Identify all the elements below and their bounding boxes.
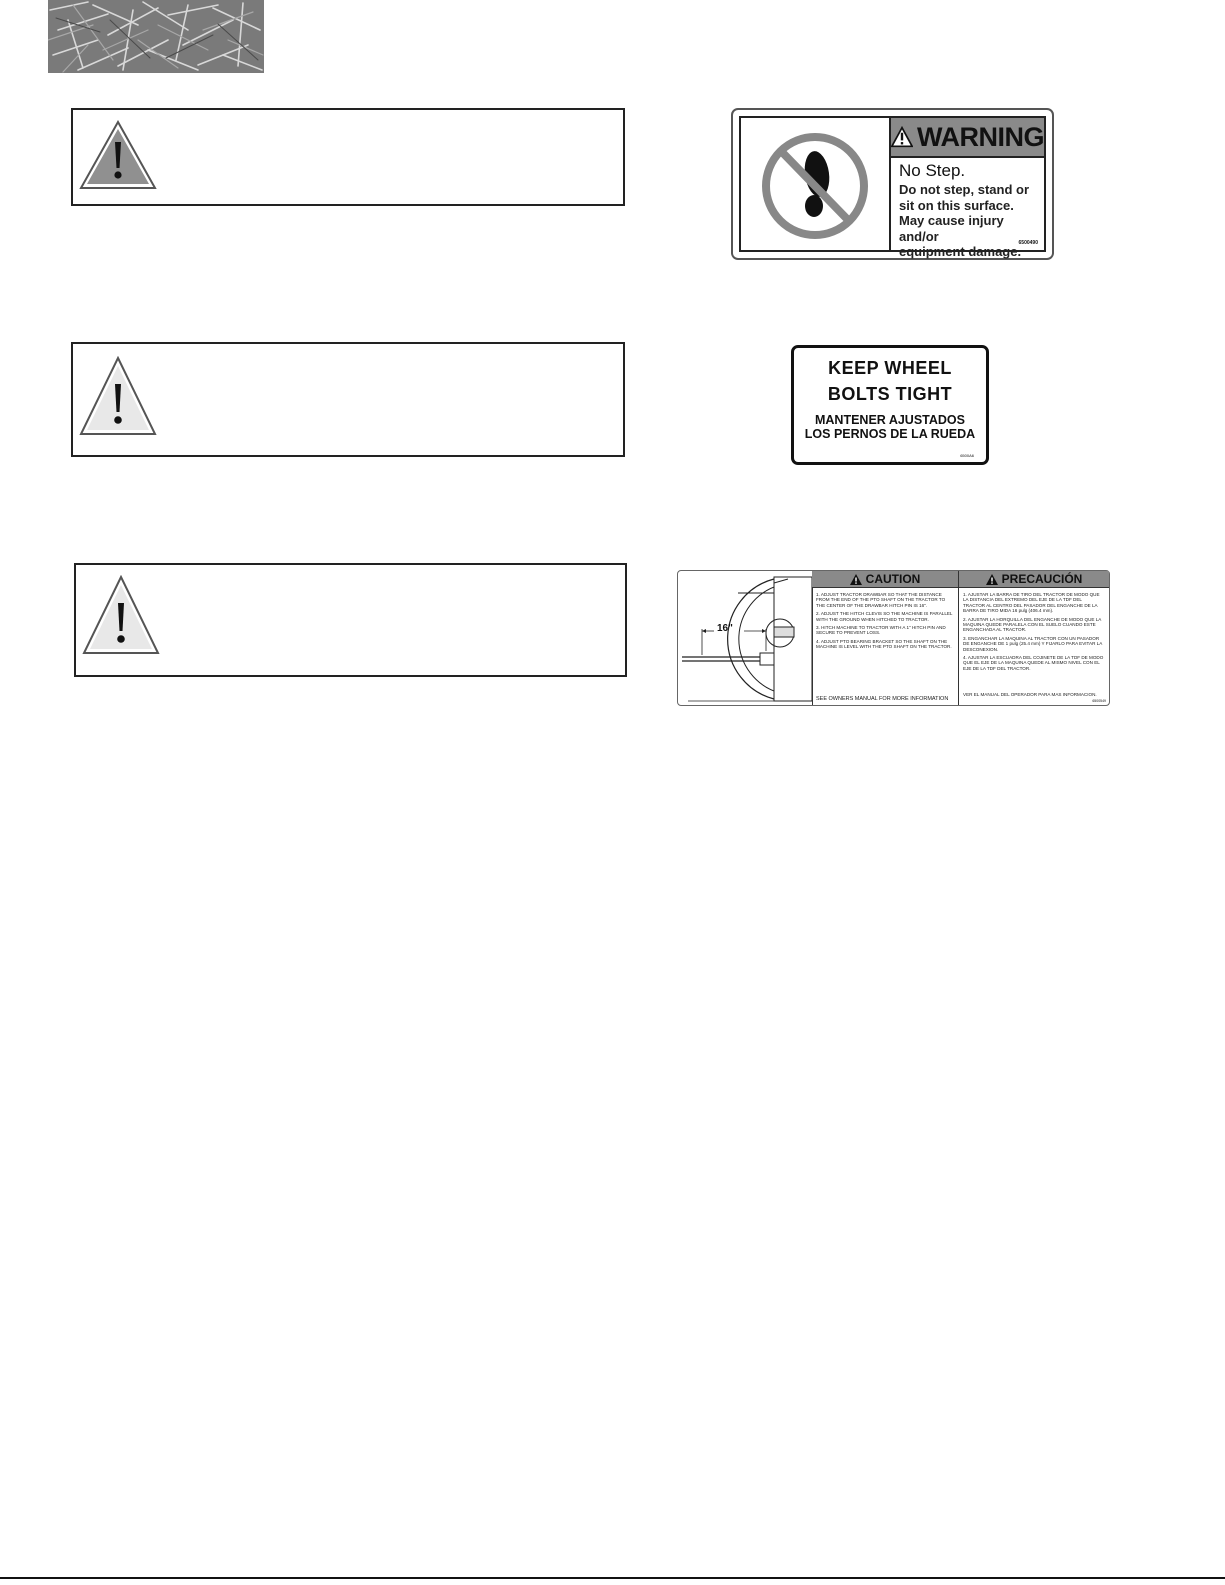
caution-step-3: 3. HITCH MACHINE TO TRACTOR WITH A 1" HITCH PIN AND SECURE TO PREVENT LOSS. [816,625,946,636]
no-step-line-2: sit on this surface. [899,197,1014,213]
precaucion-step-1: 1. AJUSTAR LA BARRA DE TIRO DEL TRACTOR DE MODO QUE LA DISTANCIA DEL EXTREMO DEL EJE DE LA TDF DEL TRACTOR AL CENTRO DEL PASADOR DEL ENGANCHE DE LA BARRA DE TIRO MIDA 16 pulg (406.4 mm). [963,592,1100,614]
no-step-line-1: Do not step, stand or [899,182,1029,197]
caution-footer: SEE OWNERS MANUAL FOR MORE INFORMATION [816,696,949,702]
no-step-title: No Step. [899,161,966,180]
warning-signal-word: WARNING [917,121,1044,152]
straw-texture-image [48,0,264,73]
caution-step-1: 1. ADJUST TRACTOR DRAWBAR SO THAT THE DISTANCE FROM THE END OF THE PTO SHAFT ON THE TRACTOR TO THE CENTER OF THE DRAWBAR HITCH PIN IS 16". [816,592,946,608]
precaucion-step-3: 3. ENGANCHAR LA MAQUINA AL TRACTOR CON UN PASADOR DE ENGANCHE DE 1 pulg (25.4 mm) Y FIJARLO PARA EVITAR LA DESCONEXION. [963,635,1103,652]
safety-alert-box-2 [71,342,625,457]
wheel-bolts-line-1: KEEP WHEEL [828,358,952,378]
hitch-diagram [678,571,813,705]
hitch-dimension-label: 16" [717,623,733,634]
no-step-line-4: equipment damage. [899,244,1022,259]
warning-triangle-icon [82,575,160,660]
warning-triangle-icon [79,356,157,441]
precaucion-footer: VER EL MANUAL DEL OPERADOR PARA MAS INFORMACION. [963,691,1097,697]
warning-triangle-icon [79,120,157,195]
precaucion-spanish-column [959,571,1109,705]
hitch-caution-decal [677,570,1110,706]
precaucion-step-2: 2. AJUSTAR LA HORQUILLA DEL ENGANCHE DE MODO QUE LA MAQUINA QUEDE PARALELA CON EL SUELO CUANDO ESTE ENGANCHADA AL TRACTOR. [963,616,1102,633]
warning-header [891,118,1044,158]
decal-part-number: 6500A6 [960,453,974,458]
caution-step-4: 4. ADJUST PTO BEARING BRACKET SO THE SHAFT ON THE MACHINE IS LEVEL WITH THE PTO SHAFT ON THE TRACTOR. [816,638,952,650]
precaucion-header [959,571,1109,588]
precaucion-step-4: 4. AJUSTAR LA ESCUADRA DEL COJINETE DE LA TDF DE MODO QUE EL EJE DE LA MAQUINA QUEDE AL MISMO NIVEL CON EL EJE DE LA TDF DEL TRACTOR. [963,655,1104,671]
caution-step-2: 2. ADJUST THE HITCH CLEVIS SO THE MACHINE IS PARALLEL WITH THE GROUND WHEN HITCHED TO TRACTOR. [816,611,953,622]
no-step-pictogram [741,118,891,250]
safety-alert-box-3 [74,563,627,677]
wheel-bolts-spanish-line-2: LOS PERNOS DE LA RUEDA [804,427,976,441]
no-step-line-3: May cause injury and/or [899,213,1004,244]
no-step-warning-decal [731,108,1054,260]
page-footer-rule [0,1577,1225,1579]
decal-part-number: 6500490 [1018,240,1038,246]
warning-triangle-icon [891,125,913,149]
caution-signal-word: CAUTION [865,572,921,586]
wheel-bolts-spanish-line-1: MANTENER AJUSTADOS [814,413,965,427]
precaucion-signal-word: PRECAUCIÓN [1001,572,1083,586]
wheel-bolts-line-2: BOLTS TIGHT [827,384,953,404]
warning-triangle-icon [986,574,998,585]
caution-header [812,571,958,588]
warning-triangle-icon [850,574,862,585]
no-step-icon [741,118,889,254]
safety-alert-box-1 [71,108,625,206]
wheel-bolts-decal [791,345,989,465]
caution-english-column [812,571,959,705]
decal-part-number: 6500549 [1092,699,1106,703]
